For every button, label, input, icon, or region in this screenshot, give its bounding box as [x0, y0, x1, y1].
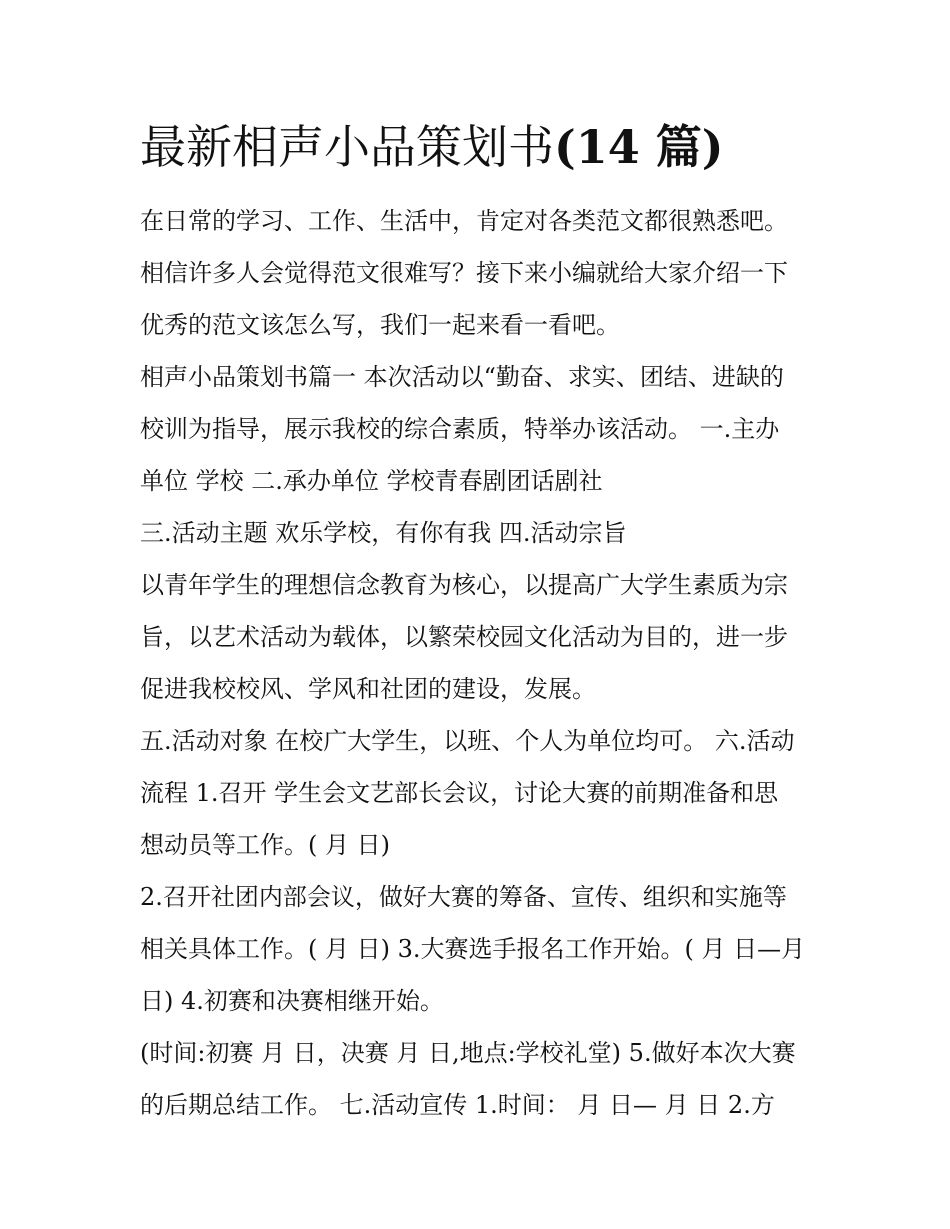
document-title — [140, 112, 724, 182]
body-line: 五.活动对象 在校广大学生，以班、个人为单位均可。 六.活动 — [140, 727, 795, 755]
document-body — [140, 195, 820, 1131]
body-line: 相声小品策划书篇一 本次活动以“勤奋、求实、团结、进缺的 — [140, 363, 784, 391]
body-line: 相关具体工作。( 月 日) 3.大赛选手报名工作开始。( 月 日—月 — [140, 935, 806, 963]
body-line: 促进我校校风、学风和社团的建设，发展。 — [140, 675, 596, 703]
body-line: 旨，以艺术活动为载体，以繁荣校园文化活动为目的，进一步 — [140, 623, 788, 651]
body-line: 以青年学生的理想信念教育为核心，以提高广大学生素质为宗 — [140, 571, 788, 599]
document-title-main: 最新相声小品策划书 — [140, 120, 554, 174]
body-line: 流程 1.召开 学生会文艺部长会议，讨论大赛的前期准备和思 — [140, 779, 779, 807]
body-line: 日) 4.初赛和决赛相继开始。 — [140, 987, 444, 1015]
body-line: 校训为指导，展示我校的综合素质，特举办该活动。 一.主办 — [140, 415, 780, 443]
body-line: 优秀的范文该怎么写，我们一起来看一看吧。 — [140, 311, 620, 339]
body-line: 想动员等工作。( 月 日) — [140, 831, 390, 859]
body-line: (时间:初赛 月 日，决赛 月 日,地点:学校礼堂) 5.做好本次大赛 — [140, 1039, 796, 1067]
body-line: 单位 学校 二.承办单位 学校青春剧团话剧社 — [140, 467, 603, 495]
document-title-count: (14 篇) — [554, 120, 724, 174]
body-line: 在日常的学习、工作、生活中，肯定对各类范文都很熟悉吧。 — [140, 207, 788, 235]
body-line: 2.召开社团内部会议，做好大赛的筹备、宣传、组织和实施等 — [140, 883, 787, 911]
body-line: 三.活动主题 欢乐学校，有你有我 四.活动宗旨 — [140, 519, 627, 547]
body-line: 的后期总结工作。 七.活动宣传 1.时间： 月 日— 月 日 2.方 — [140, 1091, 775, 1119]
body-line: 相信许多人会觉得范文很难写？接下来小编就给大家介绍一下 — [140, 259, 788, 287]
